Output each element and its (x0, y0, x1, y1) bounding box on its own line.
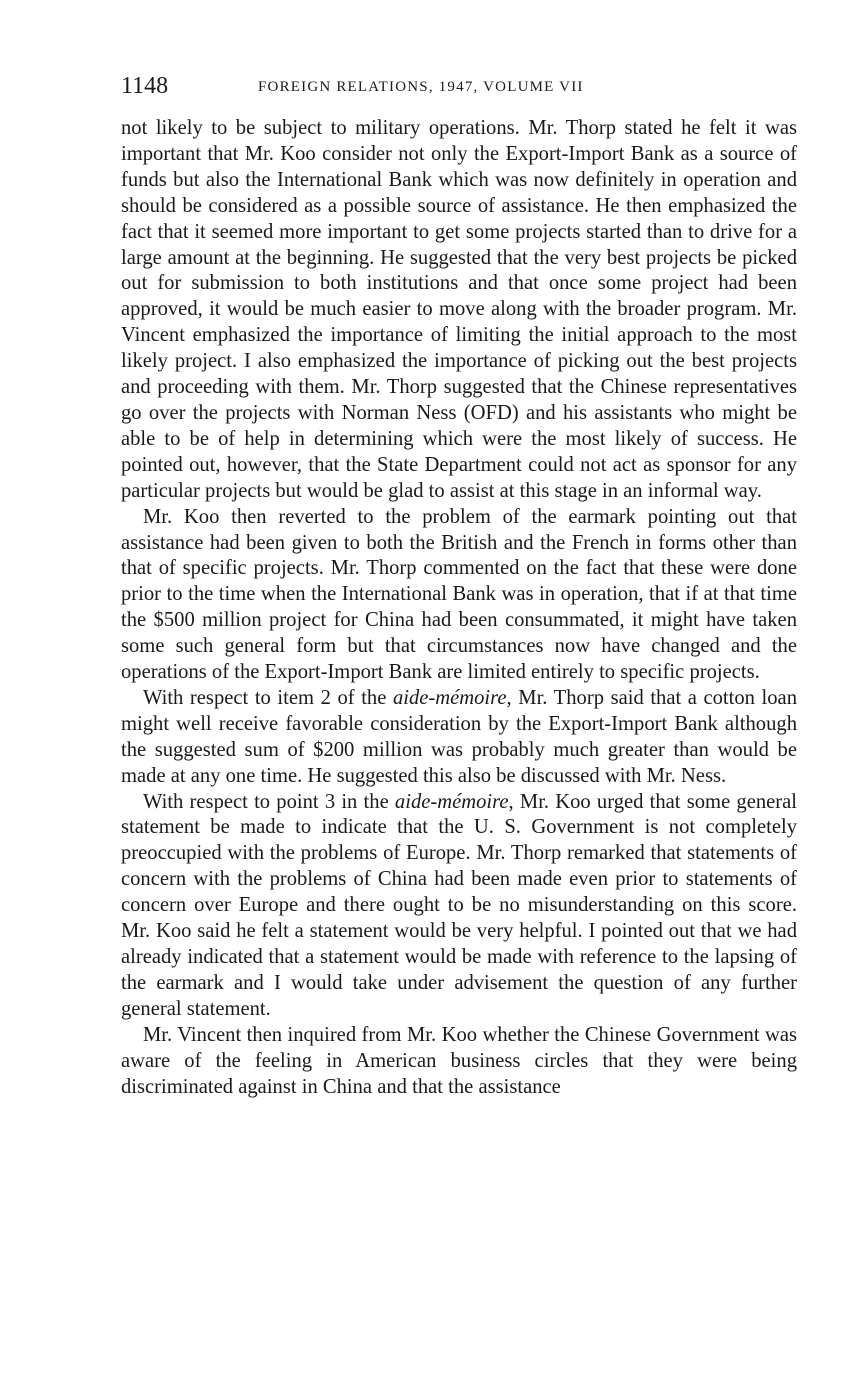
paragraph-point-3-lead: With respect to point 3 in the (143, 790, 395, 813)
paragraph-continuation: not likely to be subject to military operations. Mr. Thorp stated he felt it was important that Mr. Koo consider not only the Export-Import Bank as a source of funds but also the International Bank which was now definitely in operation and should be considered as a possible source of assistance. He then emphasized the fact that it seemed more important to get some projects started than to drive for a large amount at the beginning. He suggested that the very best projects be picked out for submission to both institutions and that once some project had been approved, it would be much easier to move along with the broader program. Mr. Vincent emphasized the importance of limiting the initial approach to the most likely project. I also emphasized the importance of picking out the best projects and proceeding with them. Mr. Thorp suggested that the Chinese representatives go over the projects with Norman Ness (OFD) and his assistants who might be able to be of help in determining which were the most likely of success. He pointed out, however, that the State Department could not act as sponsor for any particular projects but would be glad to assist at this stage in an informal way. (121, 117, 797, 502)
paragraph-point-3 (121, 790, 797, 1023)
aide-memoire-term: aide-mémoire (392, 686, 507, 709)
paragraph-vincent-inquiry: Mr. Vincent then inquired from Mr. Koo whether the Chinese Government was aware of the feeling in American business circles that they were being discriminated against in China and that the assistance (121, 1023, 797, 1098)
paragraph-earmark: Mr. Koo then reverted to the problem of the earmark pointing out that assistance had been given to both the British and the French in forms other than that of specific projects. Mr. Thorp commented on the fact that these were done prior to the time when the International Bank was in operation, that if at that time the $500 million project for China had been consummated, it might have taken some such general form but that circumstances now have changed and the operations of the Export-Import Bank are limited entirely to specific projects. (121, 505, 797, 684)
paragraph-item-2 (121, 686, 797, 790)
paragraph-item-2-lead: With respect to item 2 of the (143, 686, 393, 709)
page-number: 1148 (121, 73, 169, 99)
paragraph-item-2-rest: , Mr. Thorp said that a cotton loan might well receive favorable consideration by the Export-Import Bank although the suggested sum of $200 million was probably much greater than would be made at any one time. He suggested this also be discussed with Mr. Ness. (121, 686, 797, 787)
running-head: FOREIGN RELATIONS, 1947, VOLUME VII (258, 79, 584, 95)
page-header (121, 70, 797, 102)
body-text (121, 116, 797, 1100)
paragraph-point-3-rest: , Mr. Koo urged that some general statement be made to indicate that the U. S. Government is not completely preoccupied with the problems of Europe. Mr. Thorp remarked that statements of concern with the problems of China had been made even prior to statements of concern over Europe and there ought to be no misunderstanding on this score. Mr. Koo said he felt a statement would be very helpful. I pointed out that we had already indicated that a statement would be made with reference to the lapsing of the earmark and I would take under advisement the question of any further general statement. (121, 790, 798, 1020)
aide-memoire-term: aide-mémoire (394, 790, 509, 813)
